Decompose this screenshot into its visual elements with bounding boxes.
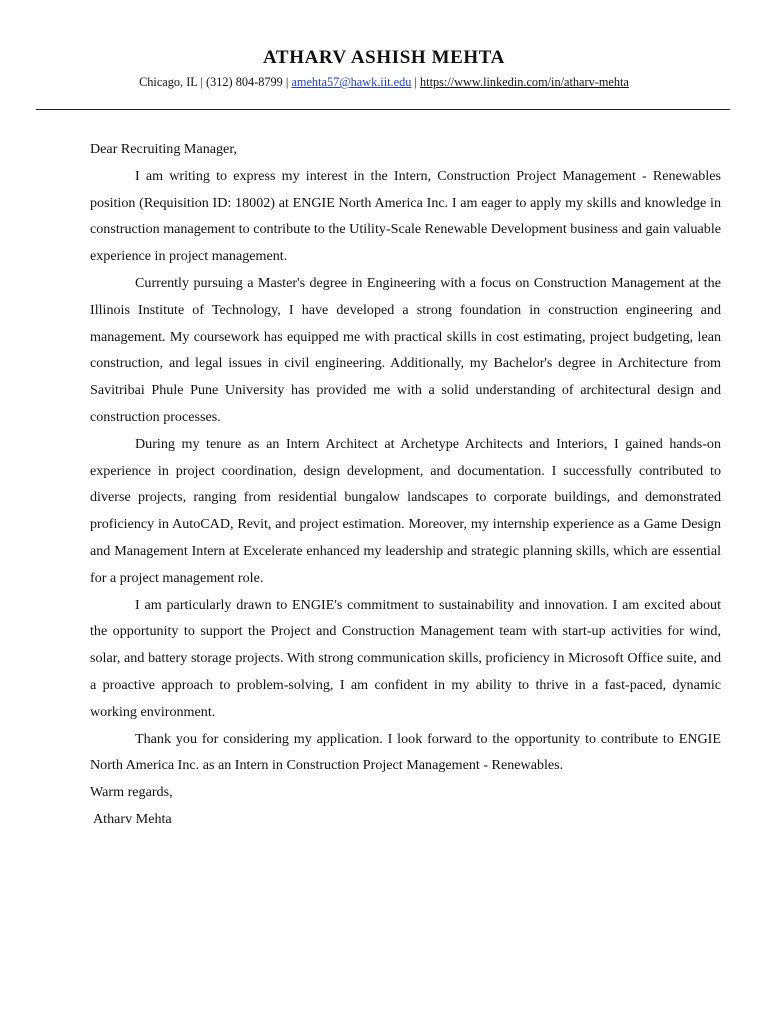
closing: Warm regards,: [90, 784, 173, 801]
paragraph-experience: During my tenure as an Intern Architect at Archetype Architects and Interiors, I gained hands-on experience in project coordination, design development, and documentation. I successfully contributed to diverse projects, ranging from residential bungalow landscapes to corporate buildings, and demonstrated proficiency in AutoCAD, Revit, and project estimation. Moreover, my internship experience as a Game Design and Management Intern at Excelerate enhanced my leadership and strategic planning skills, which are essential for a project management role.: [90, 435, 721, 586]
contact-line: [0, 74, 768, 90]
paragraph-education: Currently pursuing a Master's degree in Engineering with a focus on Construction Management at the Illinois Institute of Technology, I have developed a strong foundation in construction engineering and management. My coursework has equipped me with practical skills in cost estimating, project budgeting, lean construction, and legal issues in civil engineering. Additionally, my Bachelor's degree in Architecture from Savitribai Phule Pune University has provided me with a solid understanding of architectural design and construction processes.: [90, 274, 721, 425]
separator: |: [285, 75, 289, 89]
linkedin-link[interactable]: https://www.linkedin.com/in/atharv-mehta: [420, 75, 629, 89]
location: Chicago, IL: [139, 75, 198, 89]
letterhead: [0, 46, 768, 90]
paragraph-motivation: I am particularly drawn to ENGIE's commitment to sustainability and innovation. I am excited about the opportunity to support the Project and Construction Management team with start-up activities for wind, solar, and battery storage projects. With strong communication skills, proficiency in Microsoft Office suite, and a proactive approach to problem-solving, I am confident in my ability to thrive in a fast-paced, dynamic working environment.: [90, 596, 721, 720]
email-link[interactable]: amehta57@hawk.iit.edu: [291, 75, 412, 89]
header-divider: [36, 109, 730, 110]
signature: Atharv Mehta: [93, 810, 172, 827]
phone-number: (312) 804-8799: [205, 75, 283, 89]
separator: |: [200, 75, 203, 89]
paragraph-thanks: Thank you for considering my application. I look forward to the opportunity to contribute to ENGIE North America Inc. as an Intern in Construction Project Management - Renewables.: [90, 730, 721, 774]
salutation: Dear Recruiting Manager,: [90, 141, 237, 157]
applicant-name: ATHARV ASHISH MEHTA: [263, 47, 505, 68]
separator: |: [414, 75, 417, 89]
paragraph-intro: I am writing to express my interest in the Intern, Construction Project Management - Renewables position (Requisition ID: 18002) at ENGIE North America Inc. I am eager to apply my skills and knowledge in construction management to contribute to the Utility-Scale Renewable Development business and gain valuable experience in project management.: [90, 167, 721, 265]
letter-body: [90, 136, 721, 833]
